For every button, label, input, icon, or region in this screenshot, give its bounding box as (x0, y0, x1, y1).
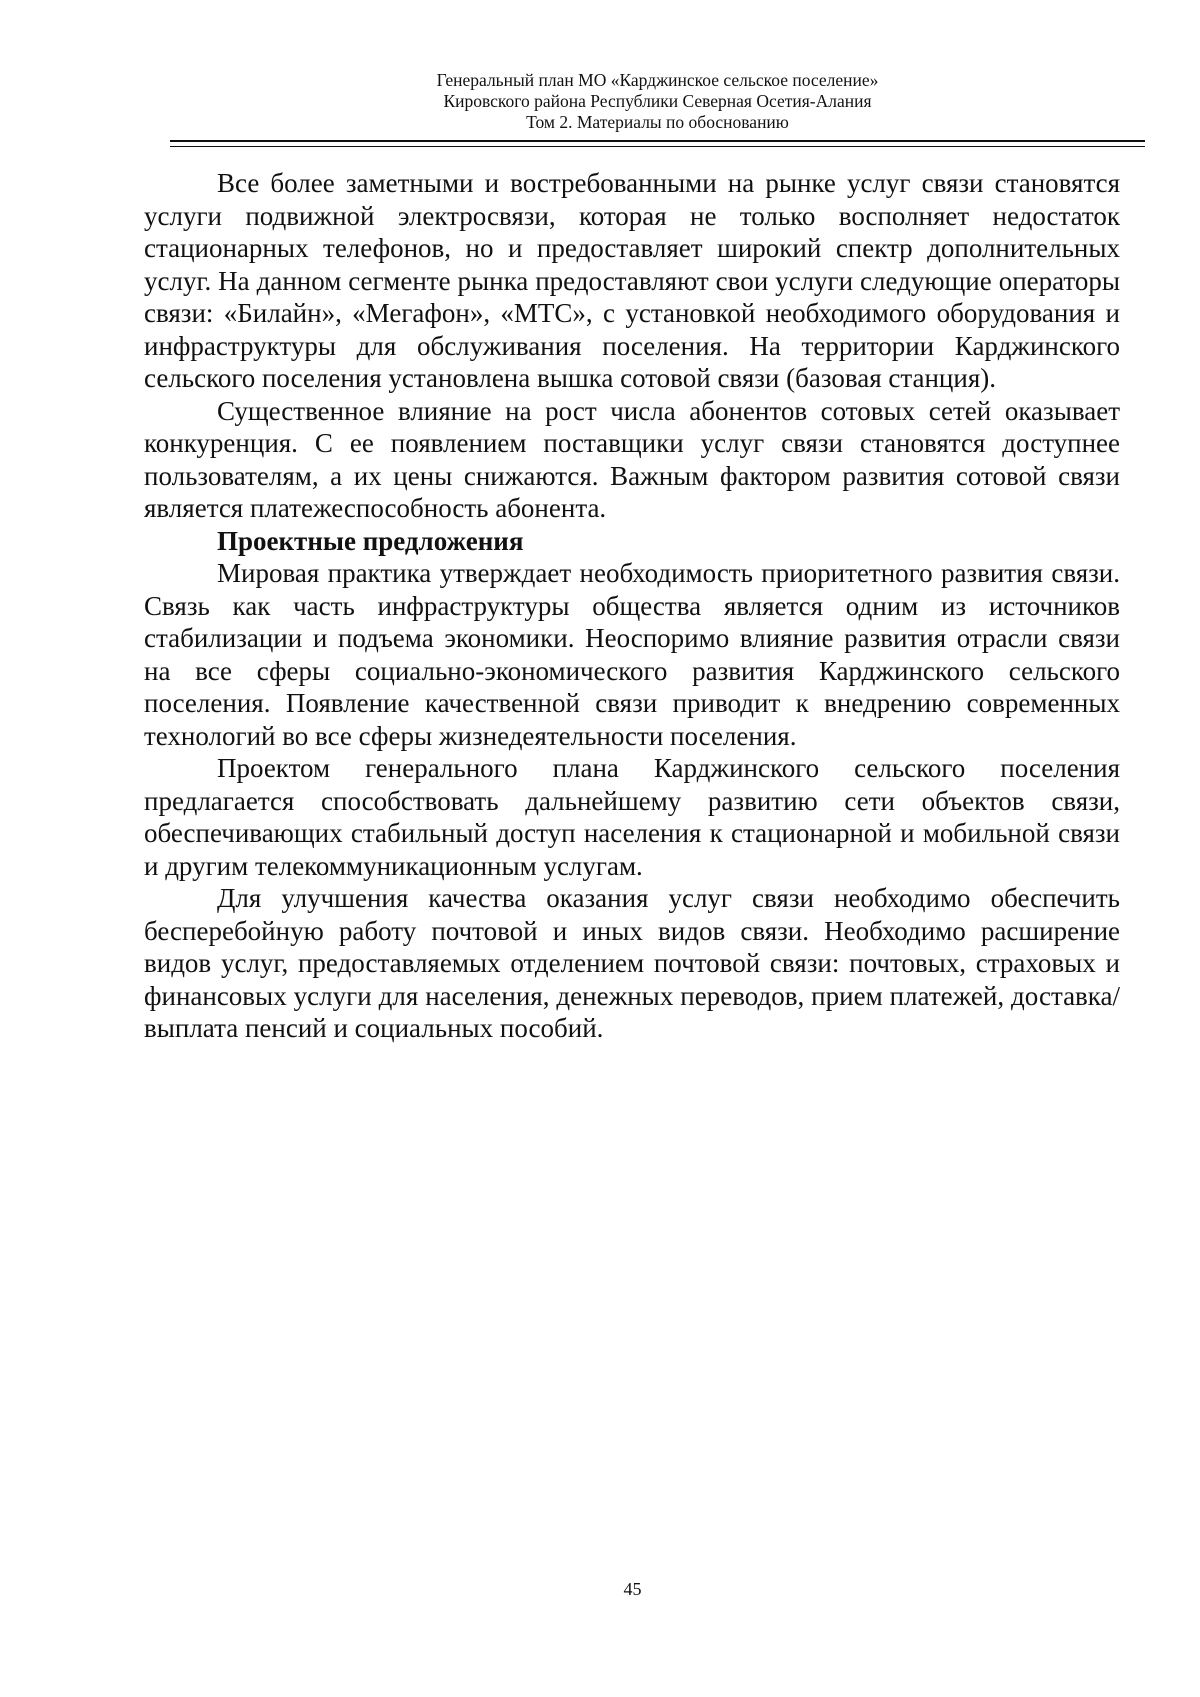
page-header (170, 70, 1145, 133)
section-heading: Проектные предложения (217, 525, 524, 556)
paragraph-postal-services: Для улучшения качества оказания услуг связи необходимо обеспечить бесперебойную работу почтовой и иных видов связи. Необходимо расширение видов услуг, предоставляемых отделением почтовой связи: почтовых, страховых и финансовых услуги для населения, денежных переводов, прием платежей, доставка/выплата пенсий и социальных пособий. (144, 883, 1120, 1043)
document-body (144, 167, 1120, 1045)
paragraph-competition: Существенное влияние на рост числа абонентов сотовых сетей оказывает конкуренция. С ее появлением поставщики услуг связи становятся доступнее пользователям, а их цены снижаются. Важным фактором развития сотовой связи является платежеспособность абонента. (144, 395, 1120, 523)
page-number: 45 (623, 1579, 642, 1599)
header-title-line-1: Генеральный план МО «Карджинское сельское поселение» (436, 70, 879, 90)
paragraph-general-plan-proposal: Проектом генерального плана Карджинского сельского поселения предлагается способствовать дальнейшему развитию сети объектов связи, обеспечивающих стабильный доступ населения к стационарной и мобильной связи и другим телекоммуникационным услугам. (144, 753, 1120, 881)
paragraph-world-practice: Мировая практика утверждает необходимость приоритетного развития связи. Связь как часть инфраструктуры общества является одним из источников стабилизации и подъема экономики. Неоспоримо влияние развития отрасли связи на все сферы социально-экономического развития Карджинского сельского поселения. Появление качественной связи приводит к внедрению современных технологий во все сферы жизнедеятельности поселения. (144, 558, 1120, 751)
header-title-line-2: Кировского района Республики Северная Осетия-Алания (443, 91, 872, 111)
header-title-line-3: Том 2. Материалы по обоснованию (526, 112, 789, 132)
paragraph-mobile-communication: Все более заметными и востребованными на рынке услуг связи становятся услуги подвижной электросвязи, которая не только восполняет недостаток стационарных телефонов, но и предоставляет широкий спектр дополнительных услуг. На данном сегменте рынка предоставляют свои услуги следующие операторы связи: «Билайн», «Мегафон», «МТС», с установкой необходимого оборудования и инфраструктуры для обслуживания поселения. На территории Карджинского сельского поселения установлена вышка сотовой связи (базовая станция). (144, 168, 1120, 393)
header-double-rule (170, 140, 1145, 147)
